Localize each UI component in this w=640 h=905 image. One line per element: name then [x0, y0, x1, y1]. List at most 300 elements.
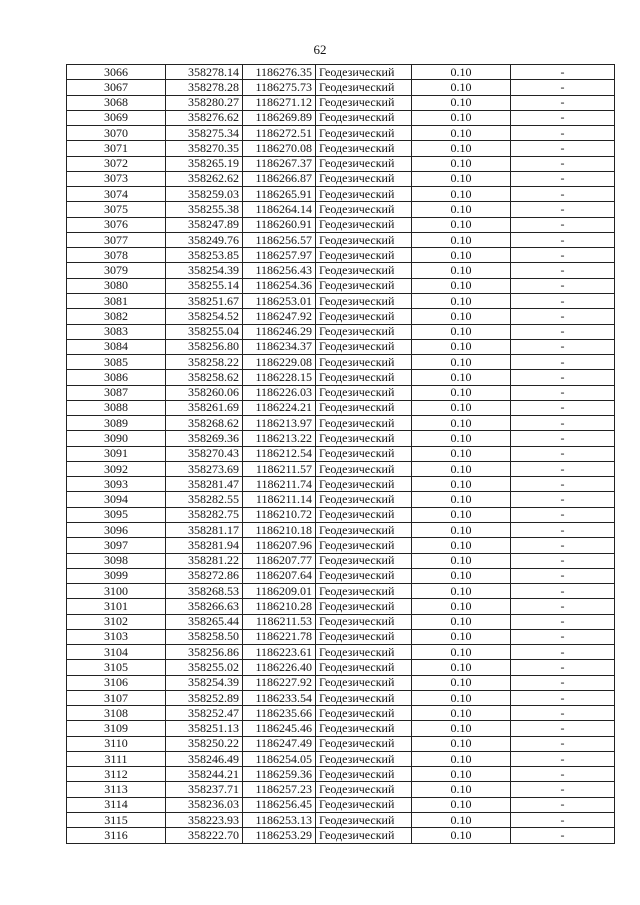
x-coordinate-cell: 358266.63 [166, 599, 243, 614]
point-number-cell: 3080 [67, 278, 166, 293]
y-coordinate-cell: 1186213.22 [243, 431, 316, 446]
note-cell: - [511, 813, 615, 828]
accuracy-cell: 0.10 [412, 706, 511, 721]
note-cell: - [511, 492, 615, 507]
point-number-cell: 3068 [67, 95, 166, 110]
x-coordinate-cell: 358272.86 [166, 568, 243, 583]
point-number-cell: 3100 [67, 584, 166, 599]
method-cell: Геодезический [316, 767, 412, 782]
accuracy-cell: 0.10 [412, 553, 511, 568]
x-coordinate-cell: 358282.55 [166, 492, 243, 507]
accuracy-cell: 0.10 [412, 660, 511, 675]
method-cell: Геодезический [316, 751, 412, 766]
method-cell: Геодезический [316, 553, 412, 568]
accuracy-cell: 0.10 [412, 813, 511, 828]
method-cell: Геодезический [316, 202, 412, 217]
y-coordinate-cell: 1186253.13 [243, 813, 316, 828]
note-cell: - [511, 355, 615, 370]
x-coordinate-cell: 358275.34 [166, 126, 243, 141]
method-cell: Геодезический [316, 324, 412, 339]
method-cell: Геодезический [316, 400, 412, 415]
table-row [67, 217, 615, 232]
y-coordinate-cell: 1186245.46 [243, 721, 316, 736]
method-cell: Геодезический [316, 599, 412, 614]
x-coordinate-cell: 358280.27 [166, 95, 243, 110]
table-row [67, 599, 615, 614]
accuracy-cell: 0.10 [412, 767, 511, 782]
accuracy-cell: 0.10 [412, 416, 511, 431]
note-cell: - [511, 721, 615, 736]
method-cell: Геодезический [316, 431, 412, 446]
note-cell: - [511, 187, 615, 202]
table-row [67, 171, 615, 186]
method-cell: Геодезический [316, 538, 412, 553]
method-cell: Геодезический [316, 706, 412, 721]
y-coordinate-cell: 1186227.92 [243, 675, 316, 690]
method-cell: Геодезический [316, 171, 412, 186]
y-coordinate-cell: 1186260.91 [243, 217, 316, 232]
point-number-cell: 3109 [67, 721, 166, 736]
method-cell: Геодезический [316, 278, 412, 293]
y-coordinate-cell: 1186211.57 [243, 461, 316, 476]
point-number-cell: 3097 [67, 538, 166, 553]
x-coordinate-cell: 358254.52 [166, 309, 243, 324]
accuracy-cell: 0.10 [412, 309, 511, 324]
method-cell: Геодезический [316, 629, 412, 644]
x-coordinate-cell: 358260.06 [166, 385, 243, 400]
note-cell: - [511, 629, 615, 644]
point-number-cell: 3101 [67, 599, 166, 614]
accuracy-cell: 0.10 [412, 80, 511, 95]
note-cell: - [511, 370, 615, 385]
point-number-cell: 3072 [67, 156, 166, 171]
point-number-cell: 3104 [67, 645, 166, 660]
point-number-cell: 3082 [67, 309, 166, 324]
accuracy-cell: 0.10 [412, 522, 511, 537]
note-cell: - [511, 324, 615, 339]
x-coordinate-cell: 358268.53 [166, 584, 243, 599]
note-cell: - [511, 751, 615, 766]
accuracy-cell: 0.10 [412, 126, 511, 141]
table-row [67, 126, 615, 141]
note-cell: - [511, 446, 615, 461]
table-row [67, 110, 615, 125]
note-cell: - [511, 461, 615, 476]
table-row [67, 461, 615, 476]
method-cell: Геодезический [316, 385, 412, 400]
accuracy-cell: 0.10 [412, 461, 511, 476]
method-cell: Геодезический [316, 187, 412, 202]
point-number-cell: 3096 [67, 522, 166, 537]
accuracy-cell: 0.10 [412, 721, 511, 736]
x-coordinate-cell: 358276.62 [166, 110, 243, 125]
y-coordinate-cell: 1186211.74 [243, 477, 316, 492]
table-row [67, 202, 615, 217]
x-coordinate-cell: 358223.93 [166, 813, 243, 828]
x-coordinate-cell: 358237.71 [166, 782, 243, 797]
table-row [67, 278, 615, 293]
accuracy-cell: 0.10 [412, 339, 511, 354]
note-cell: - [511, 507, 615, 522]
table-row [67, 568, 615, 583]
point-number-cell: 3087 [67, 385, 166, 400]
table-row [67, 385, 615, 400]
y-coordinate-cell: 1186254.05 [243, 751, 316, 766]
accuracy-cell: 0.10 [412, 751, 511, 766]
table-row [67, 156, 615, 171]
y-coordinate-cell: 1186224.21 [243, 400, 316, 415]
point-number-cell: 3076 [67, 217, 166, 232]
point-number-cell: 3089 [67, 416, 166, 431]
method-cell: Геодезический [316, 370, 412, 385]
point-number-cell: 3106 [67, 675, 166, 690]
y-coordinate-cell: 1186247.92 [243, 309, 316, 324]
point-number-cell: 3103 [67, 629, 166, 644]
point-number-cell: 3110 [67, 736, 166, 751]
note-cell: - [511, 202, 615, 217]
y-coordinate-cell: 1186267.37 [243, 156, 316, 171]
point-number-cell: 3086 [67, 370, 166, 385]
method-cell: Геодезический [316, 645, 412, 660]
table-row [67, 293, 615, 308]
method-cell: Геодезический [316, 126, 412, 141]
note-cell: - [511, 400, 615, 415]
note-cell: - [511, 141, 615, 156]
method-cell: Геодезический [316, 584, 412, 599]
point-number-cell: 3066 [67, 65, 166, 80]
table-row [67, 690, 615, 705]
y-coordinate-cell: 1186233.54 [243, 690, 316, 705]
accuracy-cell: 0.10 [412, 690, 511, 705]
point-number-cell: 3090 [67, 431, 166, 446]
y-coordinate-cell: 1186209.01 [243, 584, 316, 599]
accuracy-cell: 0.10 [412, 324, 511, 339]
accuracy-cell: 0.10 [412, 171, 511, 186]
note-cell: - [511, 782, 615, 797]
y-coordinate-cell: 1186256.43 [243, 263, 316, 278]
point-number-cell: 3074 [67, 187, 166, 202]
table-row [67, 263, 615, 278]
y-coordinate-cell: 1186254.36 [243, 278, 316, 293]
point-number-cell: 3085 [67, 355, 166, 370]
y-coordinate-cell: 1186207.64 [243, 568, 316, 583]
y-coordinate-cell: 1186210.28 [243, 599, 316, 614]
x-coordinate-cell: 358247.89 [166, 217, 243, 232]
y-coordinate-cell: 1186213.97 [243, 416, 316, 431]
point-number-cell: 3079 [67, 263, 166, 278]
method-cell: Геодезический [316, 461, 412, 476]
x-coordinate-cell: 358253.85 [166, 248, 243, 263]
accuracy-cell: 0.10 [412, 446, 511, 461]
point-number-cell: 3081 [67, 293, 166, 308]
table-row [67, 431, 615, 446]
y-coordinate-cell: 1186270.08 [243, 141, 316, 156]
note-cell: - [511, 660, 615, 675]
table-row [67, 660, 615, 675]
y-coordinate-cell: 1186246.29 [243, 324, 316, 339]
point-number-cell: 3083 [67, 324, 166, 339]
x-coordinate-cell: 358250.22 [166, 736, 243, 751]
x-coordinate-cell: 358268.62 [166, 416, 243, 431]
y-coordinate-cell: 1186211.14 [243, 492, 316, 507]
accuracy-cell: 0.10 [412, 507, 511, 522]
y-coordinate-cell: 1186235.66 [243, 706, 316, 721]
y-coordinate-cell: 1186264.14 [243, 202, 316, 217]
table-row [67, 645, 615, 660]
table-row [67, 767, 615, 782]
table-row [67, 141, 615, 156]
method-cell: Геодезический [316, 217, 412, 232]
y-coordinate-cell: 1186256.45 [243, 797, 316, 812]
method-cell: Геодезический [316, 293, 412, 308]
method-cell: Геодезический [316, 416, 412, 431]
note-cell: - [511, 767, 615, 782]
accuracy-cell: 0.10 [412, 431, 511, 446]
point-number-cell: 3107 [67, 690, 166, 705]
x-coordinate-cell: 358278.14 [166, 65, 243, 80]
accuracy-cell: 0.10 [412, 538, 511, 553]
y-coordinate-cell: 1186259.36 [243, 767, 316, 782]
accuracy-cell: 0.10 [412, 492, 511, 507]
point-number-cell: 3102 [67, 614, 166, 629]
x-coordinate-cell: 358282.75 [166, 507, 243, 522]
note-cell: - [511, 217, 615, 232]
x-coordinate-cell: 358261.69 [166, 400, 243, 415]
x-coordinate-cell: 358222.70 [166, 828, 243, 843]
y-coordinate-cell: 1186207.96 [243, 538, 316, 553]
y-coordinate-cell: 1186228.15 [243, 370, 316, 385]
accuracy-cell: 0.10 [412, 385, 511, 400]
accuracy-cell: 0.10 [412, 355, 511, 370]
x-coordinate-cell: 358246.49 [166, 751, 243, 766]
method-cell: Геодезический [316, 95, 412, 110]
point-number-cell: 3070 [67, 126, 166, 141]
y-coordinate-cell: 1186269.89 [243, 110, 316, 125]
method-cell: Геодезический [316, 477, 412, 492]
note-cell: - [511, 385, 615, 400]
note-cell: - [511, 110, 615, 125]
point-number-cell: 3095 [67, 507, 166, 522]
x-coordinate-cell: 358249.76 [166, 232, 243, 247]
accuracy-cell: 0.10 [412, 65, 511, 80]
point-number-cell: 3092 [67, 461, 166, 476]
method-cell: Геодезический [316, 828, 412, 843]
x-coordinate-cell: 358255.14 [166, 278, 243, 293]
note-cell: - [511, 538, 615, 553]
x-coordinate-cell: 358269.36 [166, 431, 243, 446]
x-coordinate-cell: 358270.43 [166, 446, 243, 461]
point-number-cell: 3075 [67, 202, 166, 217]
note-cell: - [511, 706, 615, 721]
table-row [67, 782, 615, 797]
y-coordinate-cell: 1186257.97 [243, 248, 316, 263]
method-cell: Геодезический [316, 141, 412, 156]
table-row [67, 232, 615, 247]
note-cell: - [511, 690, 615, 705]
y-coordinate-cell: 1186247.49 [243, 736, 316, 751]
x-coordinate-cell: 358256.80 [166, 339, 243, 354]
point-number-cell: 3105 [67, 660, 166, 675]
note-cell: - [511, 614, 615, 629]
note-cell: - [511, 80, 615, 95]
table-row [67, 522, 615, 537]
method-cell: Геодезический [316, 248, 412, 263]
x-coordinate-cell: 358281.17 [166, 522, 243, 537]
note-cell: - [511, 248, 615, 263]
accuracy-cell: 0.10 [412, 584, 511, 599]
accuracy-cell: 0.10 [412, 568, 511, 583]
table-row [67, 614, 615, 629]
note-cell: - [511, 522, 615, 537]
table-row [67, 721, 615, 736]
table-row [67, 629, 615, 644]
table-row [67, 324, 615, 339]
x-coordinate-cell: 358252.47 [166, 706, 243, 721]
note-cell: - [511, 232, 615, 247]
note-cell: - [511, 416, 615, 431]
table-row [67, 706, 615, 721]
method-cell: Геодезический [316, 721, 412, 736]
table-row [67, 65, 615, 80]
x-coordinate-cell: 358258.62 [166, 370, 243, 385]
x-coordinate-cell: 358255.02 [166, 660, 243, 675]
method-cell: Геодезический [316, 263, 412, 278]
y-coordinate-cell: 1186275.73 [243, 80, 316, 95]
y-coordinate-cell: 1186212.54 [243, 446, 316, 461]
note-cell: - [511, 568, 615, 583]
point-number-cell: 3073 [67, 171, 166, 186]
accuracy-cell: 0.10 [412, 293, 511, 308]
accuracy-cell: 0.10 [412, 263, 511, 278]
table-row [67, 309, 615, 324]
x-coordinate-cell: 358265.44 [166, 614, 243, 629]
method-cell: Геодезический [316, 156, 412, 171]
point-number-cell: 3111 [67, 751, 166, 766]
y-coordinate-cell: 1186266.87 [243, 171, 316, 186]
y-coordinate-cell: 1186210.18 [243, 522, 316, 537]
point-number-cell: 3078 [67, 248, 166, 263]
x-coordinate-cell: 358259.03 [166, 187, 243, 202]
note-cell: - [511, 553, 615, 568]
table-row [67, 675, 615, 690]
accuracy-cell: 0.10 [412, 797, 511, 812]
y-coordinate-cell: 1186221.78 [243, 629, 316, 644]
method-cell: Геодезический [316, 660, 412, 675]
note-cell: - [511, 477, 615, 492]
table-row [67, 95, 615, 110]
accuracy-cell: 0.10 [412, 782, 511, 797]
table-row [67, 584, 615, 599]
note-cell: - [511, 156, 615, 171]
method-cell: Геодезический [316, 782, 412, 797]
point-number-cell: 3067 [67, 80, 166, 95]
y-coordinate-cell: 1186207.77 [243, 553, 316, 568]
method-cell: Геодезический [316, 309, 412, 324]
table-row [67, 492, 615, 507]
x-coordinate-cell: 358255.38 [166, 202, 243, 217]
x-coordinate-cell: 358251.67 [166, 293, 243, 308]
x-coordinate-cell: 358278.28 [166, 80, 243, 95]
accuracy-cell: 0.10 [412, 232, 511, 247]
note-cell: - [511, 278, 615, 293]
y-coordinate-cell: 1186272.51 [243, 126, 316, 141]
note-cell: - [511, 263, 615, 278]
x-coordinate-cell: 358265.19 [166, 156, 243, 171]
method-cell: Геодезический [316, 492, 412, 507]
table-row [67, 751, 615, 766]
point-number-cell: 3112 [67, 767, 166, 782]
table-row [67, 416, 615, 431]
x-coordinate-cell: 358281.22 [166, 553, 243, 568]
accuracy-cell: 0.10 [412, 156, 511, 171]
accuracy-cell: 0.10 [412, 828, 511, 843]
y-coordinate-cell: 1186226.03 [243, 385, 316, 400]
table-row [67, 736, 615, 751]
accuracy-cell: 0.10 [412, 248, 511, 263]
table-row [67, 339, 615, 354]
point-number-cell: 3114 [67, 797, 166, 812]
y-coordinate-cell: 1186210.72 [243, 507, 316, 522]
method-cell: Геодезический [316, 65, 412, 80]
table-row [67, 80, 615, 95]
y-coordinate-cell: 1186271.12 [243, 95, 316, 110]
table-row [67, 187, 615, 202]
table-row [67, 446, 615, 461]
point-number-cell: 3071 [67, 141, 166, 156]
point-number-cell: 3113 [67, 782, 166, 797]
method-cell: Геодезический [316, 80, 412, 95]
note-cell: - [511, 736, 615, 751]
point-number-cell: 3094 [67, 492, 166, 507]
accuracy-cell: 0.10 [412, 370, 511, 385]
point-number-cell: 3084 [67, 339, 166, 354]
accuracy-cell: 0.10 [412, 202, 511, 217]
table-row [67, 248, 615, 263]
note-cell: - [511, 293, 615, 308]
x-coordinate-cell: 358254.39 [166, 675, 243, 690]
method-cell: Геодезический [316, 507, 412, 522]
table-row [67, 553, 615, 568]
x-coordinate-cell: 358251.13 [166, 721, 243, 736]
x-coordinate-cell: 358244.21 [166, 767, 243, 782]
method-cell: Геодезический [316, 736, 412, 751]
note-cell: - [511, 431, 615, 446]
y-coordinate-cell: 1186229.08 [243, 355, 316, 370]
point-number-cell: 3099 [67, 568, 166, 583]
note-cell: - [511, 599, 615, 614]
table-row [67, 797, 615, 812]
method-cell: Геодезический [316, 614, 412, 629]
x-coordinate-cell: 358273.69 [166, 461, 243, 476]
y-coordinate-cell: 1186265.91 [243, 187, 316, 202]
y-coordinate-cell: 1186253.29 [243, 828, 316, 843]
y-coordinate-cell: 1186257.23 [243, 782, 316, 797]
coordinates-table-body [67, 65, 615, 844]
x-coordinate-cell: 358270.35 [166, 141, 243, 156]
accuracy-cell: 0.10 [412, 629, 511, 644]
accuracy-cell: 0.10 [412, 95, 511, 110]
note-cell: - [511, 171, 615, 186]
y-coordinate-cell: 1186256.57 [243, 232, 316, 247]
x-coordinate-cell: 358252.89 [166, 690, 243, 705]
method-cell: Геодезический [316, 232, 412, 247]
accuracy-cell: 0.10 [412, 400, 511, 415]
point-number-cell: 3091 [67, 446, 166, 461]
point-number-cell: 3093 [67, 477, 166, 492]
note-cell: - [511, 797, 615, 812]
accuracy-cell: 0.10 [412, 645, 511, 660]
method-cell: Геодезический [316, 339, 412, 354]
